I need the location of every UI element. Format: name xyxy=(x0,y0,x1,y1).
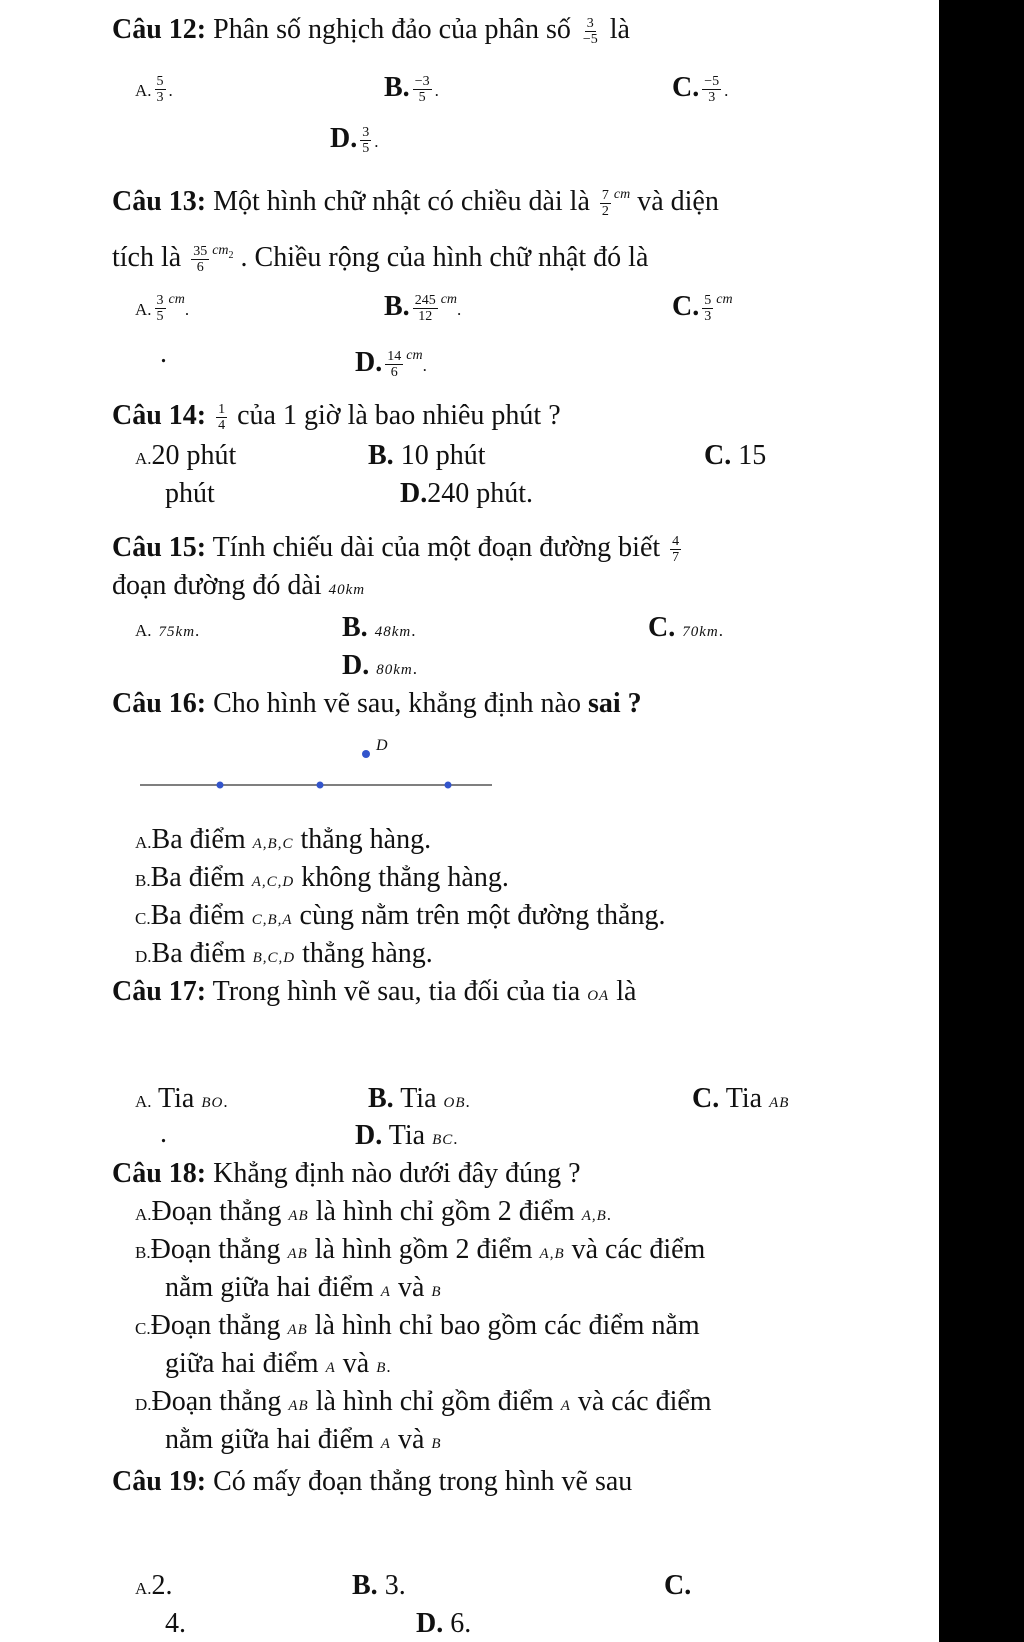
q18-option-c-cont: giữa hai điểm A và B. xyxy=(165,1348,391,1379)
q12-stem: Câu 12: Phân số nghịch đảo của phân số $\frac{3}{-5}$ là xyxy=(112,14,630,48)
q16-option-d[interactable]: D.Ba điểm B,C,D thẳng hàng. xyxy=(135,938,433,969)
q13-option-b[interactable]: B. $\frac{245}{12}$ $^{cm}$. xyxy=(384,291,462,325)
q15-option-d[interactable]: D. 80km. xyxy=(342,650,417,681)
q16-point-d xyxy=(362,750,370,758)
q17-option-b[interactable]: B. Tia OB. xyxy=(368,1083,470,1114)
q17-dot: . xyxy=(160,1118,167,1149)
q18-stem: Câu 18: Khẳng định nào dưới đây đúng ? xyxy=(112,1158,581,1189)
right-black-margin xyxy=(939,0,1024,1642)
q19-option-c-cont: 4. xyxy=(165,1608,186,1639)
q15-option-b[interactable]: B. 48km. xyxy=(342,612,416,643)
q16-point-b xyxy=(317,782,324,789)
q16-option-c[interactable]: C.Ba điểm C,B,A cùng nằm trên một đường thẳng. xyxy=(135,900,666,931)
q15-stem-line2: đoạn đường đó dài 40km xyxy=(112,570,366,601)
q18-option-d-cont: nằm giữa hai điểm A và B xyxy=(165,1424,442,1455)
q19-option-a[interactable]: A.2. xyxy=(135,1570,173,1601)
q12-option-b[interactable]: B. $\frac{-3}{5}$ . xyxy=(384,72,439,106)
q15-option-c[interactable]: C. 70km. xyxy=(648,612,723,643)
q17-option-c[interactable]: C. Tia AB xyxy=(692,1083,790,1114)
q14-option-c-cont: phút xyxy=(165,478,215,509)
q17-stem: Câu 17: Trong hình vẽ sau, tia đối của tia OA là xyxy=(112,976,637,1007)
q14-option-d[interactable]: D.240 phút. xyxy=(400,478,534,509)
q18-option-d[interactable]: D.Đoạn thẳng AB là hình chỉ gồm điểm A và các điểm xyxy=(135,1386,712,1417)
q13-option-d[interactable]: D. $\frac{14}{6}$ $^{cm}$. xyxy=(355,347,427,381)
q15-option-a[interactable]: A. 75km. xyxy=(135,621,200,640)
q19-stem: Câu 19: Có mấy đoạn thẳng trong hình vẽ sau xyxy=(112,1466,633,1497)
q16-point-c xyxy=(445,782,452,789)
q19-option-b[interactable]: B. 3. xyxy=(352,1570,406,1601)
q13-stem-line2: tích là $\frac{35}{6}$ $^{cm2}$ . Chiều rộng của hình chữ nhật đó là xyxy=(112,242,649,276)
q13-option-c[interactable]: C. $\frac{5}{3}$ $^{cm}$ xyxy=(672,291,733,325)
q18-option-a[interactable]: A.Đoạn thẳng AB là hình chỉ gồm 2 điểm A,B. xyxy=(135,1196,612,1227)
q14-stem: Câu 14: $\frac{1}{4}$ của 1 giờ là bao nhiêu phút ? xyxy=(112,400,561,434)
q13-stem-line1: Câu 13: Một hình chữ nhật có chiều dài là $\frac{7}{2}$ $^{cm}$ và diện xyxy=(112,186,719,220)
q13-option-a[interactable]: A. $\frac{3}{5}$ $^{cm}$. xyxy=(135,292,190,325)
q14-option-a[interactable]: A.20 phút xyxy=(135,440,237,471)
q18-option-b-cont: nằm giữa hai điểm A và B xyxy=(165,1272,442,1303)
q14-option-c[interactable]: C. 15 xyxy=(704,440,767,471)
q12-option-c[interactable]: C. $\frac{-5}{3}$ . xyxy=(672,72,729,106)
q13-dot: . xyxy=(160,338,167,369)
q12-fraction: $\frac{3}{-5}$ xyxy=(582,16,598,48)
q12-label: Câu 12: xyxy=(112,14,207,45)
q15-stem-line1: Câu 15: Tính chiếu dài của một đoạn đường biết $\frac{4}{7}$ xyxy=(112,532,680,566)
q12-option-d[interactable]: D. $\frac{3}{5}$ . xyxy=(330,123,379,157)
q17-option-d[interactable]: D. Tia BC. xyxy=(355,1120,458,1151)
q16-option-a[interactable]: A.Ba điểm A,B,C thẳng hàng. xyxy=(135,824,432,855)
q17-option-a[interactable]: A. Tia BO. xyxy=(135,1083,228,1114)
q18-option-b[interactable]: B.Đoạn thẳng AB là hình gồm 2 điểm A,B và các điểm xyxy=(135,1234,706,1265)
q16-point-d-label: D xyxy=(376,737,388,754)
q14-option-b[interactable]: B. 10 phút xyxy=(368,440,486,471)
q16-stem: Câu 16: Cho hình vẽ sau, khẳng định nào sai ? xyxy=(112,688,642,719)
q12-option-a[interactable]: A. $\frac{5}{3}$ . xyxy=(135,74,173,106)
q12-text: Phân số nghịch đảo của phân số xyxy=(213,14,571,45)
q19-option-c[interactable]: C. xyxy=(664,1570,692,1601)
q19-option-d[interactable]: D. 6. xyxy=(416,1608,472,1639)
q18-option-c[interactable]: C.Đoạn thẳng AB là hình chỉ bao gồm các điểm nằm xyxy=(135,1310,700,1341)
q16-point-a xyxy=(217,782,224,789)
q16-figure xyxy=(130,730,500,800)
q16-option-b[interactable]: B.Ba điểm A,C,D không thẳng hàng. xyxy=(135,862,509,893)
